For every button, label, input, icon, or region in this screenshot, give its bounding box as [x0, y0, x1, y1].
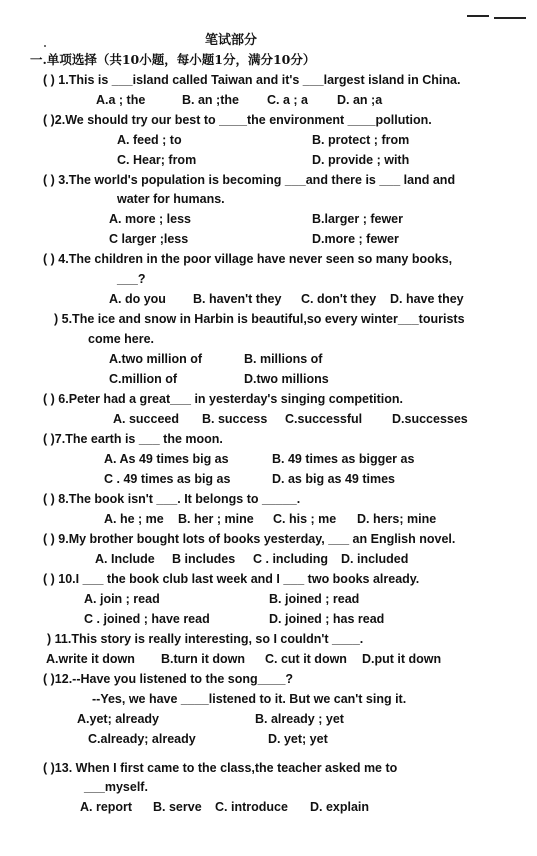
- question-3-option-c: C larger ;less: [109, 232, 189, 246]
- question-1-option-d: D. an ;a: [337, 93, 383, 107]
- question-4-stem: ( ) 4.The children in the poor village have never seen so many books,: [43, 252, 453, 266]
- question-5-stem-cont: come here.: [88, 332, 155, 346]
- question-3-option-a: A. more ; less: [109, 212, 191, 226]
- question-6-stem: ( ) 6.Peter had a great___ in yesterday's singing competition.: [43, 392, 404, 406]
- question-10-option-c: C . joined ; have read: [84, 612, 210, 626]
- question-1-option-a: A.a ; the: [96, 93, 146, 107]
- question-1-option-b: B. an ;the: [182, 93, 239, 107]
- question-4-option-c: C. don't they: [301, 292, 377, 306]
- question-5-stem: ) 5.The ice and snow in Harbin is beautiful,so every winter___tourists: [54, 312, 465, 326]
- question-6-option-c: C.successful: [285, 412, 363, 426]
- question-11-option-d: D.put it down: [362, 652, 442, 666]
- question-8-option-c: C. his ; me: [273, 512, 337, 526]
- question-2-option-b: B. protect ; from: [312, 133, 410, 147]
- question-8-option-a: A. he ; me: [104, 512, 164, 526]
- question-3-option-d: D.more ; fewer: [312, 232, 399, 246]
- question-5-option-c: C.million of: [109, 372, 178, 386]
- question-9-option-b: B includes: [172, 552, 236, 566]
- question-1-stem: ( ) 1.This is ___island called Taiwan and it's ___largest island in China.: [43, 73, 461, 87]
- question-5-option-d: D.two millions: [244, 372, 329, 386]
- question-12-option-c: C.already; already: [88, 732, 196, 746]
- question-7-option-d: D. as big as 49 times: [272, 472, 395, 486]
- question-8-option-b: B. her ; mine: [178, 512, 254, 526]
- question-2-stem: ( )2.We should try our best to ____the environment ____pollution.: [43, 113, 432, 127]
- question-9-option-d: D. included: [341, 552, 409, 566]
- question-6-option-b: B. success: [202, 412, 268, 426]
- question-7-option-b: B. 49 times as bigger as: [272, 452, 415, 466]
- question-13-option-a: A. report: [80, 800, 133, 814]
- question-10-option-b: B. joined ; read: [269, 592, 360, 606]
- question-13-option-b: B. serve: [153, 800, 202, 814]
- question-4-option-d: D. have they: [390, 292, 464, 306]
- question-12-stem-cont: --Yes, we have ____listened to it. But we can't sing it.: [92, 692, 407, 706]
- question-5-option-b: B. millions of: [244, 352, 323, 366]
- question-2-option-c: C. Hear; from: [117, 153, 197, 167]
- question-2-option-a: A. feed ; to: [117, 133, 182, 147]
- section-heading: 一.单项选择（共10小题，每小题1分，满分10分）: [30, 52, 316, 67]
- question-3-stem-cont: water for humans.: [117, 192, 225, 206]
- question-1-option-c: C. a ; a: [267, 93, 308, 107]
- question-4-option-a: A. do you: [109, 292, 166, 306]
- question-9-stem: ( ) 9.My brother bought lots of books yesterday, ___ an English novel.: [43, 532, 456, 546]
- question-12-option-b: B. already ; yet: [255, 712, 344, 726]
- question-8-stem: ( ) 8.The book isn't ___. It belongs to _____.: [43, 492, 301, 506]
- question-9-option-a: A. Include: [95, 552, 155, 566]
- question-13-stem-cont: ___myself.: [84, 780, 148, 794]
- question-2-option-d: D. provide ; with: [312, 153, 410, 167]
- question-3-stem: ( ) 3.The world's population is becoming ___and there is ___ land and: [43, 173, 456, 187]
- question-8-option-d: D. hers; mine: [357, 512, 437, 526]
- question-4-option-b: B. haven't they: [193, 292, 282, 306]
- question-13-stem: ( )13. When I first came to the class,the teacher asked me to: [43, 761, 398, 775]
- question-4-stem-cont: ___?: [117, 272, 146, 286]
- question-11-option-c: C. cut it down: [265, 652, 347, 666]
- question-10-stem: ( ) 10.I ___ the book club last week and I ___ two books already.: [43, 572, 420, 586]
- question-11-stem: ) 11.This story is really interesting, so I couldn't ____.: [47, 632, 364, 646]
- question-11-option-a: A.write it down: [46, 652, 135, 666]
- question-12-stem: ( )12.--Have you listened to the song____?: [43, 672, 294, 686]
- question-7-option-c: C . 49 times as big as: [104, 472, 231, 486]
- question-12-option-d: D. yet; yet: [268, 732, 328, 746]
- question-5-option-a: A.two million of: [109, 352, 203, 366]
- question-9-option-c: C . including: [253, 552, 328, 566]
- question-13-option-d: D. explain: [310, 800, 370, 814]
- question-10-option-d: D. joined ; has read: [269, 612, 385, 626]
- exam-title: 笔试部分: [205, 33, 258, 48]
- question-11-option-b: B.turn it down: [161, 652, 246, 666]
- question-6-option-d: D.successes: [392, 412, 468, 426]
- question-12-option-a: A.yet; already: [77, 712, 159, 726]
- question-7-stem: ( )7.The earth is ___ the moon.: [43, 432, 223, 446]
- question-6-option-a: A. succeed: [113, 412, 180, 426]
- question-10-option-a: A. join ; read: [84, 592, 160, 606]
- question-13-option-c: C. introduce: [215, 800, 288, 814]
- question-7-option-a: A. As 49 times big as: [104, 452, 229, 466]
- question-3-option-b: B.larger ; fewer: [312, 212, 404, 226]
